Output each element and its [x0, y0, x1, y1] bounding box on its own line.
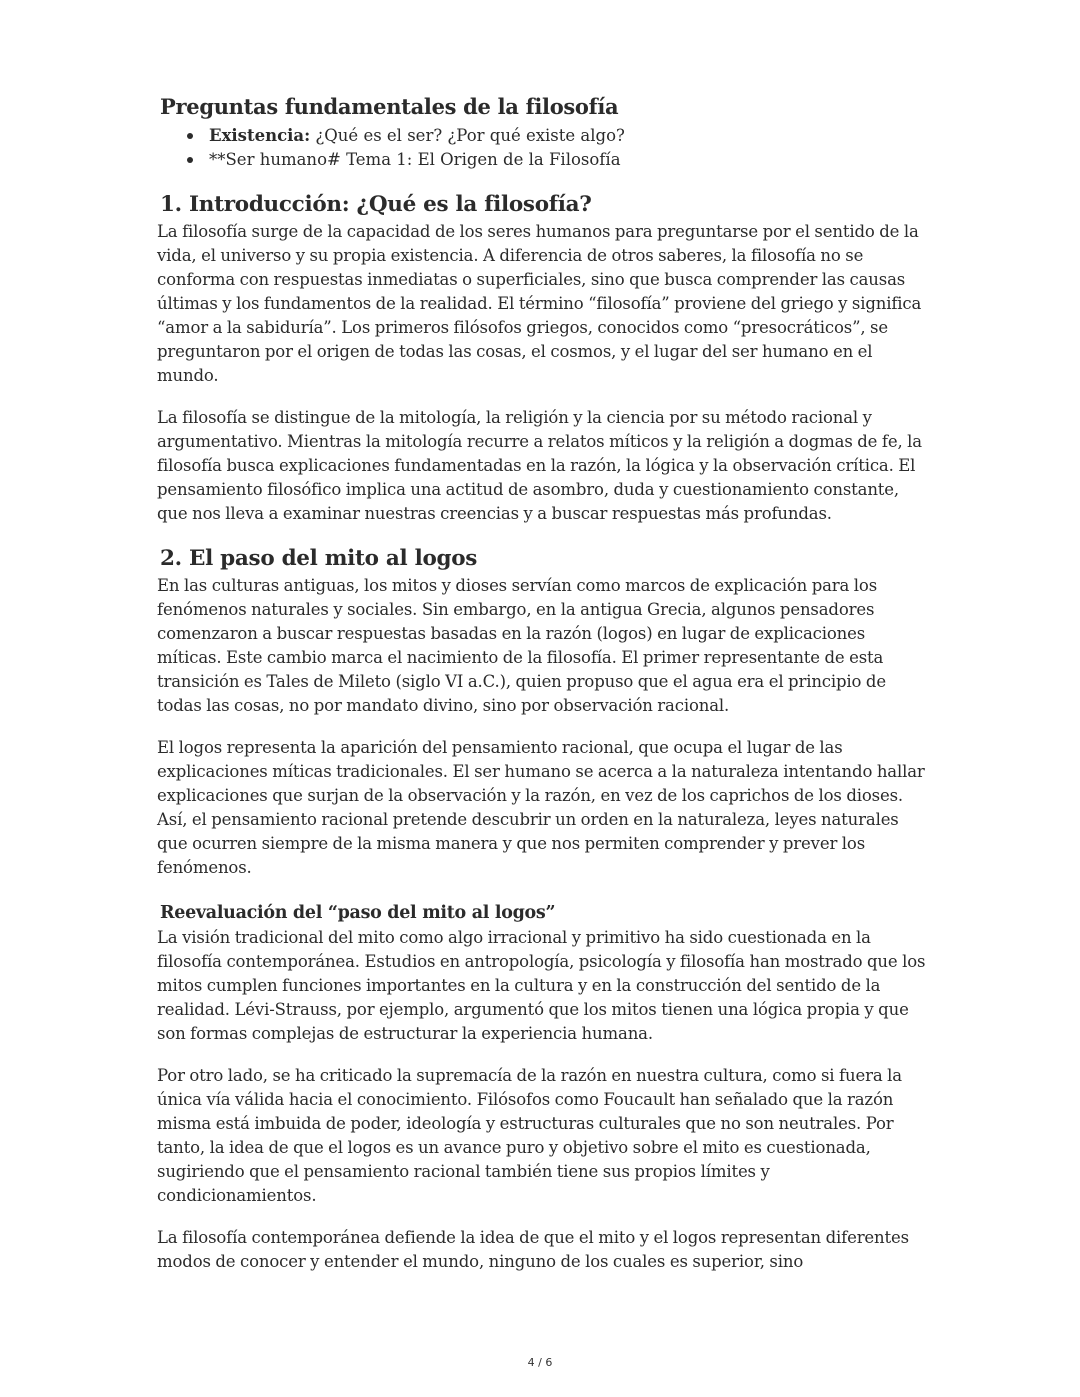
paragraph: Por otro lado, se ha criticado la supremacía de la razón en nuestra cultura, como si fuera la única vía válida hacia el conocimiento. Filósofos como Foucault han señalado que la razón misma está imbuida de poder, ideología y estructuras culturales que no son neutrales. Por tanto, la idea de que el logos es un avance puro y objetivo sobre el mito es cuestionada, sugiriendo que el pensamiento racional también tiene sus propios límites y condicionamientos. — [157, 1066, 902, 1205]
bullet-list — [157, 124, 927, 172]
list-item — [187, 124, 927, 148]
section-title-myth-to-logos: 2. El paso del mito al logos — [160, 546, 478, 571]
paragraph: La filosofía contemporánea defiende la idea de que el mito y el logos representan diferentes modos de conocer y entender el mundo, ninguno de los cuales es superior, sino — [157, 1228, 909, 1271]
paragraph: La filosofía surge de la capacidad de los seres humanos para preguntarse por el sentido de la vida, el universo y su propia existencia. A diferencia de otros saberes, la filosofía no se conforma con respuestas inmediatas o superficiales, sino que busca comprender las causas últimas y los fundamentos de la realidad. El término “filosofía” proviene del griego y significa “amor a la sabiduría”. Los primeros filósofos griegos, conocidos como “presocráticos”, se preguntaron por el origen de todas las cosas, el cosmos, y el lugar del ser humano en el mundo. — [157, 222, 922, 385]
page-indicator: 4 / 6 — [527, 1356, 553, 1369]
paragraph: La filosofía se distingue de la mitología, la religión y la ciencia por su método racional y argumentativo. Mientras la mitología recurre a relatos míticos y la religión a dogmas de fe, la filosofía busca explicaciones fundamentadas en la razón, la lógica y la observación crítica. El pensamiento filosófico implica una actitud de asombro, duda y cuestionamiento constante, que nos lleva a examinar nuestras creencias y a buscar respuestas más profundas. — [157, 408, 922, 523]
list-item-bold: Existencia: — [209, 126, 311, 145]
document-page — [157, 92, 927, 1274]
list-item — [187, 148, 927, 172]
list-item-text: **Ser humano# Tema 1: El Origen de la Filosofía — [209, 150, 621, 169]
section-title-reevaluation: Reevaluación del “paso del mito al logos” — [160, 903, 556, 923]
paragraph: El logos representa la aparición del pensamiento racional, que ocupa el lugar de las explicaciones míticas tradicionales. El ser humano se acerca a la naturaleza intentando hallar explicaciones que surjan de la observación y la razón, en vez de los caprichos de los dioses. Así, el pensamiento racional pretende descubrir un orden en la naturaleza, leyes naturales que ocurren siempre de la misma manera y que nos permiten comprender y prever los fenómenos. — [157, 738, 925, 877]
section-title-fundamental-questions: Preguntas fundamentales de la filosofía — [160, 94, 619, 119]
paragraph: En las culturas antiguas, los mitos y dioses servían como marcos de explicación para los fenómenos naturales y sociales. Sin embargo, en la antigua Grecia, algunos pensadores comenzaron a buscar respuestas basadas en la razón (logos) en lugar de explicaciones míticas. Este cambio marca el nacimiento de la filosofía. El primer representante de esta transición es Tales de Mileto (siglo VI a.C.), quien propuso que el agua era el principio de todas las cosas, no por mandato divino, sino por observación racional. — [157, 576, 886, 715]
list-item-text: ¿Qué es el ser? ¿Por qué existe algo? — [310, 126, 625, 145]
section-title-introduction: 1. Introducción: ¿Qué es la filosofía? — [160, 192, 592, 217]
paragraph: La visión tradicional del mito como algo irracional y primitivo ha sido cuestionada en la filosofía contemporánea. Estudios en antropología, psicología y filosofía han mostrado que los mitos cumplen funciones importantes en la cultura y en la construcción del sentido de la realidad. Lévi-Strauss, por ejemplo, argumentó que los mitos tienen una lógica propia y que son formas complejas de estructurar la experiencia humana. — [157, 928, 926, 1043]
